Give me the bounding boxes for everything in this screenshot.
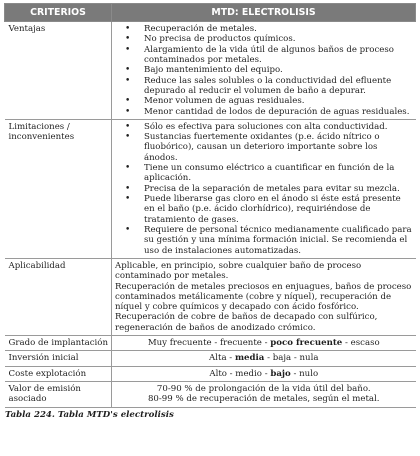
coste-pre: Alto - medio - [209,368,271,379]
list-item: • Recuperación de metales. [115,24,413,34]
row-grado-implantacion [5,336,416,351]
label-inversion-inicial: Inversión inicial [5,351,112,366]
aplicabilidad-content [112,258,416,335]
list-item: • Menor cantidad de lodos de depuración de aguas residuales. [115,107,413,117]
row-valor-emision [5,382,416,408]
valor-emision-content [112,382,416,408]
inversion-post: - baja - nula [264,353,319,364]
coste-explotacion-value [112,366,416,381]
aplicabilidad-paragraph: Recuperación de metales preciosos en enjuagues, baños de proceso contaminados metálicamente (cobre y níquel), recuperación de níquel y cobre químicos y decapado con ácido fosfórico. [115,281,412,313]
label-grado-implantacion: Grado de implantación [5,336,112,351]
grado-post: - escaso [342,338,380,349]
list-item: • Puede liberarse gas cloro en el ánodo si éste está presente en el baño (p.e. ácido clorhídrico), requiriéndose de tratamiento de gases. [115,194,413,225]
header-row [5,4,416,22]
label-aplicabilidad: Aplicabilidad [5,258,112,335]
inversion-inicial-value [112,351,416,366]
label-valor-emision: Valor de emisión asociado [5,382,112,408]
list-item: • Sólo es efectiva para soluciones con alta conductividad. [115,122,413,132]
grado-pre: Muy frecuente - frecuente - [147,338,271,349]
list-item: • Requiere de personal técnico medianamente cualificado para su gestión y una mínima formación inicial. Se recomienda el uso de instalaciones automatizadas. [115,225,413,256]
mtd-table [4,3,416,408]
header-criterios: CRITERIOS [5,4,112,22]
aplicabilidad-paragraph: Aplicable, en principio, sobre cualquier baño de proceso contaminado por metales. [115,260,362,282]
coste-highlight: bajo [270,368,291,379]
mtd-table-container [4,3,415,420]
emision-line: 70-90 % de prolongación de la vida útil del baño. [156,384,371,394]
list-item: • Bajo mantenimiento del equipo. [115,65,413,75]
label-coste-explotacion: Coste explotación [5,366,112,381]
list-item: • Menor volumen de aguas residuales. [115,96,413,106]
list-item: • Precisa de la separación de metales para evitar su mezcla. [115,184,413,194]
ventajas-content [112,22,416,120]
row-aplicabilidad [5,258,416,335]
row-limitaciones [5,119,416,258]
label-limitaciones: Limitaciones / inconvenientes [5,119,112,258]
limitaciones-list [115,122,413,256]
list-item: • No precisa de productos químicos. [115,34,413,44]
header-mtd-electrolisis: MTD: ELECTROLISIS [112,4,416,22]
row-ventajas [5,22,416,120]
emision-line: 80-99 % de recuperación de metales, según el metal. [147,394,380,405]
list-item: • Tiene un consumo eléctrico a cuantificar en función de la aplicación. [115,163,413,184]
row-inversion-inicial [5,351,416,366]
ventajas-list [115,24,413,117]
grado-highlight: poco frecuente [270,338,343,349]
list-item: • Alargamiento de la vida útil de algunos baños de proceso contaminados por metales. [115,45,413,66]
inversion-pre: Alta - [209,353,235,364]
aplicabilidad-paragraph: Recuperación de cobre de baños de decapado con sulfúrico, regeneración de baños de anodizado crómico. [115,312,378,333]
label-ventajas: Ventajas [5,22,112,120]
coste-post: - nulo [290,368,319,379]
row-coste-explotacion [5,366,416,381]
grado-implantacion-value [112,336,416,351]
inversion-highlight: media [234,353,265,364]
table-caption: Tabla 224. Tabla MTD's electrolisis [5,409,174,420]
limitaciones-content [112,119,416,258]
list-item: • Sustancias fuertemente oxidantes (p.e. ácido nítrico o fluobórico), causan un deterioro importante sobre los ánodos. [115,132,413,163]
list-item: • Reduce las sales solubles o la conductividad del efluente depurado al reducir el volumen de baño a depurar. [115,76,413,97]
